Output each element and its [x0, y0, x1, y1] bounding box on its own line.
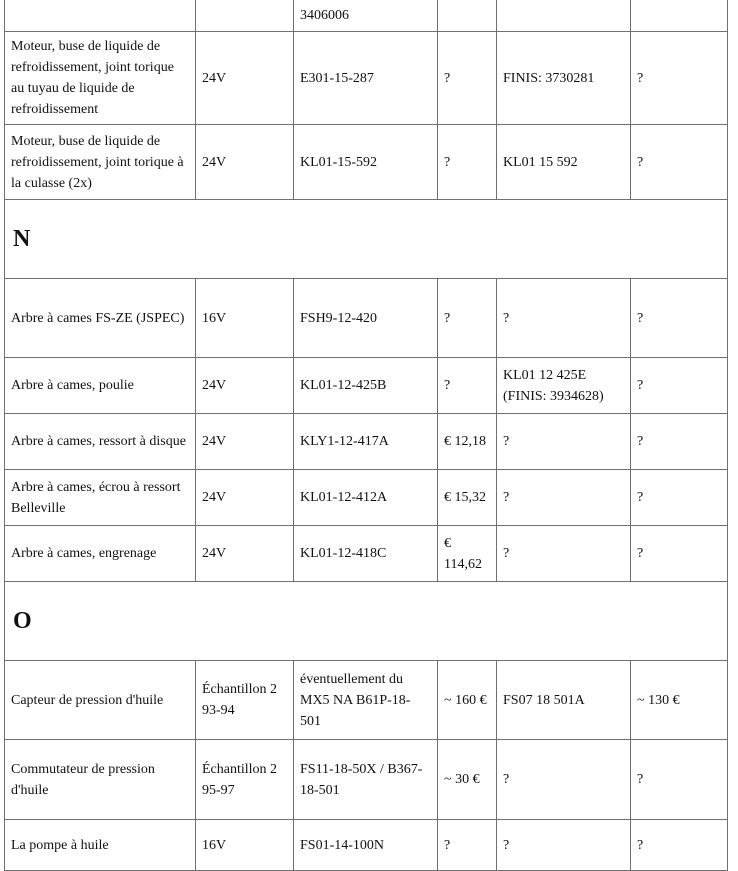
cell-part — [5, 0, 196, 32]
cell-price: ~ 30 € — [438, 740, 497, 820]
cell-part: Moteur, buse de liquide de refroidissement, joint torique au tuyau de liquide de refroidissement — [5, 32, 196, 125]
section-heading-row — [5, 200, 728, 279]
cell-alt: ? — [497, 526, 631, 582]
table-row — [5, 32, 728, 125]
cell-ref: E301-15-287 — [294, 32, 438, 125]
cell-ref: FS01-14-100N — [294, 820, 438, 871]
cell-ref: 3406006 — [294, 0, 438, 32]
cell-alt-price: ? — [631, 125, 728, 200]
cell-price: ? — [438, 32, 497, 125]
cell-alt-price: ? — [631, 279, 728, 358]
cell-alt: ? — [497, 414, 631, 470]
cell-alt-price: ? — [631, 820, 728, 871]
cell-alt-price: ? — [631, 32, 728, 125]
cell-alt-price: ? — [631, 414, 728, 470]
cell-ref: éventuellement du MX5 NA B61P-18-501 — [294, 661, 438, 740]
cell-alt-price — [631, 0, 728, 32]
cell-part: Arbre à cames, poulie — [5, 358, 196, 414]
cell-alt-price: ~ 130 € — [631, 661, 728, 740]
table-row — [5, 820, 728, 871]
cell-spec: 24V — [196, 414, 294, 470]
cell-spec: 24V — [196, 526, 294, 582]
cell-alt: ? — [497, 279, 631, 358]
cell-ref: FSH9-12-420 — [294, 279, 438, 358]
cell-price: ? — [438, 358, 497, 414]
cell-spec: Échantillon 2 95-97 — [196, 740, 294, 820]
cell-price: ~ 160 € — [438, 661, 497, 740]
cell-alt: KL01 15 592 — [497, 125, 631, 200]
cell-price: ? — [438, 820, 497, 871]
cell-alt: KL01 12 425E (FINIS: 3934628) — [497, 358, 631, 414]
table-row — [5, 661, 728, 740]
cell-part: Arbre à cames FS-ZE (JSPEC) — [5, 279, 196, 358]
cell-alt: FINIS: 3730281 — [497, 32, 631, 125]
cell-spec: 24V — [196, 125, 294, 200]
cell-spec: 16V — [196, 820, 294, 871]
table-row — [5, 279, 728, 358]
cell-price: € 12,18 — [438, 414, 497, 470]
table-row — [5, 740, 728, 820]
cell-part: La pompe à huile — [5, 820, 196, 871]
cell-alt: ? — [497, 740, 631, 820]
table-row — [5, 414, 728, 470]
cell-ref: KL01-12-425B — [294, 358, 438, 414]
cell-spec — [196, 0, 294, 32]
cell-ref: KLY1-12-417A — [294, 414, 438, 470]
cell-spec: 16V — [196, 279, 294, 358]
table-row — [5, 0, 728, 32]
cell-price: ? — [438, 125, 497, 200]
cell-alt-price: ? — [631, 470, 728, 526]
section-letter: N — [5, 200, 728, 279]
cell-price: € 15,32 — [438, 470, 497, 526]
cell-spec: 24V — [196, 358, 294, 414]
cell-alt-price: ? — [631, 740, 728, 820]
cell-part: Capteur de pression d'huile — [5, 661, 196, 740]
cell-alt-price: ? — [631, 358, 728, 414]
cell-price: € 114,62 — [438, 526, 497, 582]
cell-part: Moteur, buse de liquide de refroidissement, joint torique à la culasse (2x) — [5, 125, 196, 200]
cell-ref: KL01-12-412A — [294, 470, 438, 526]
cell-alt-price: ? — [631, 526, 728, 582]
cell-part: Arbre à cames, écrou à ressort Belleville — [5, 470, 196, 526]
cell-ref: KL01-15-592 — [294, 125, 438, 200]
cell-part: Commutateur de pression d'huile — [5, 740, 196, 820]
section-letter: O — [5, 582, 728, 661]
cell-price — [438, 0, 497, 32]
table-row — [5, 358, 728, 414]
cell-alt: ? — [497, 820, 631, 871]
cell-alt — [497, 0, 631, 32]
cell-part: Arbre à cames, engrenage — [5, 526, 196, 582]
cell-spec: Échantillon 2 93-94 — [196, 661, 294, 740]
table-row — [5, 526, 728, 582]
cell-ref: FS11-18-50X / B367-18-501 — [294, 740, 438, 820]
cell-spec: 24V — [196, 470, 294, 526]
cell-spec: 24V — [196, 32, 294, 125]
cell-alt: FS07 18 501A — [497, 661, 631, 740]
cell-ref: KL01-12-418C — [294, 526, 438, 582]
parts-table — [4, 0, 728, 871]
cell-alt: ? — [497, 470, 631, 526]
cell-part: Arbre à cames, ressort à disque — [5, 414, 196, 470]
section-heading-row — [5, 582, 728, 661]
table-row — [5, 470, 728, 526]
cell-price: ? — [438, 279, 497, 358]
table-row — [5, 125, 728, 200]
